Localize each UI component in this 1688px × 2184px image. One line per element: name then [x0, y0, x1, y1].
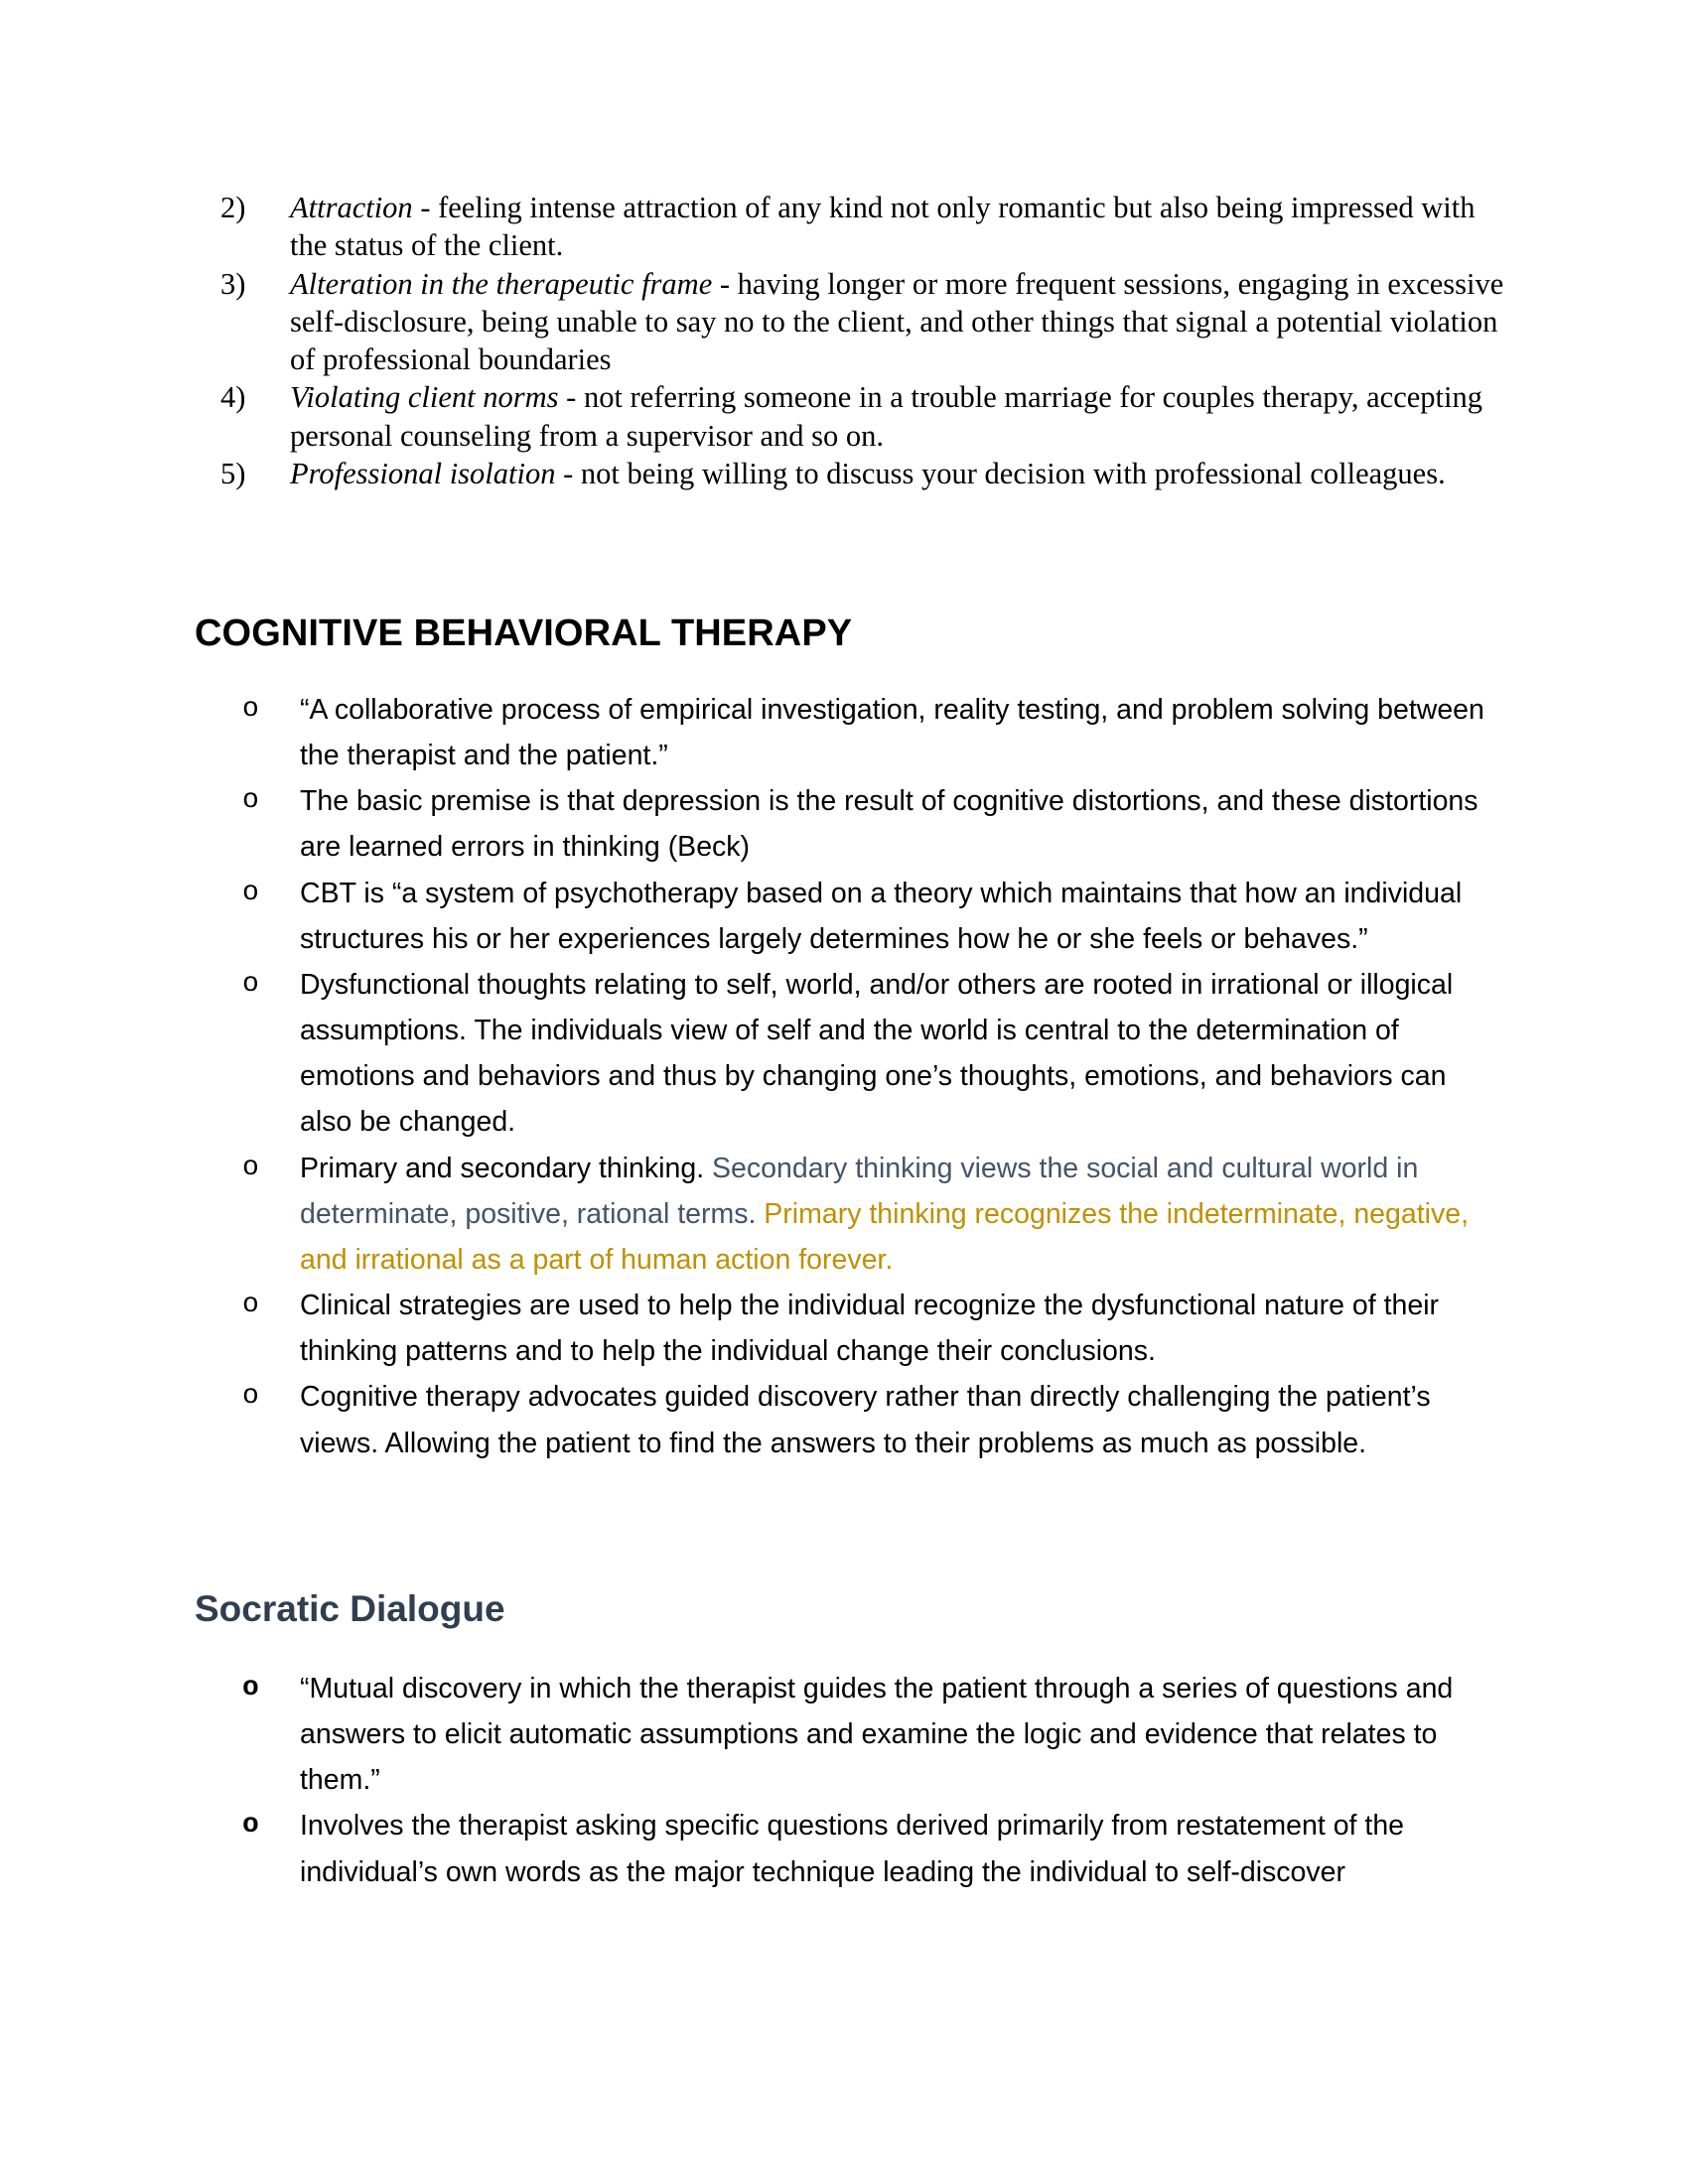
list-item — [220, 189, 1511, 265]
list-item-body: not being willing to discuss your decision with professional colleagues. — [580, 456, 1446, 490]
list-item-text: Involves the therapist asking specific questions derived primarily from restatement of the individual’s own words as the major technique leading the individual to self-discover — [300, 1810, 1405, 1888]
list-item-term: Professional isolation — [290, 456, 556, 490]
bullet-marker-icon: o — [242, 785, 259, 817]
bullet-marker-icon: o — [242, 1290, 259, 1321]
list-item-multicolor — [242, 1146, 1495, 1283]
bullet-marker-icon: o — [242, 1381, 259, 1413]
list-item-separator: - — [712, 266, 738, 301]
bullet-marker-icon: o — [242, 694, 259, 725]
bullet-marker-icon: o — [242, 877, 259, 908]
socratic-bullet-list — [242, 1666, 1495, 1895]
list-item-separator: - — [558, 380, 584, 415]
list-item — [242, 962, 1495, 1146]
cbt-bullet-list — [242, 687, 1495, 1466]
list-item-term: Attraction — [290, 191, 413, 224]
list-item — [242, 778, 1495, 870]
list-item-text: Cognitive therapy advocates guided discovery rather than directly challenging the patient’s views. Allowing the patient to find the answers to their problems as much as possible. — [300, 1381, 1431, 1459]
bullet-marker-icon: o — [242, 1152, 259, 1183]
list-item — [242, 1803, 1495, 1894]
list-item — [242, 1666, 1495, 1803]
list-item — [220, 378, 1511, 455]
list-item — [242, 1283, 1495, 1374]
bullet-marker-icon: o — [242, 968, 259, 1000]
section-heading-cbt: COGNITIVE BEHAVIORAL THERAPY — [195, 613, 853, 654]
list-marker: 2) — [220, 191, 246, 224]
list-item — [242, 1374, 1495, 1465]
list-item-text: Clinical strategies are used to help the individual recognize the dysfunctional nature of their thinking patterns and to help the individual change their conclusions. — [300, 1290, 1440, 1368]
list-item-text: “Mutual discovery in which the therapist guides the patient through a series of questions and answers to elicit automatic assumptions and examine the logic and evidence that relates to them.” — [300, 1673, 1454, 1797]
list-item-term: Alteration in the therapeutic frame — [290, 266, 713, 301]
list-item-text: “A collaborative process of empirical investigation, reality testing, and problem solving between the therapist and the patient.” — [300, 694, 1484, 772]
list-item-separator: - — [412, 191, 439, 224]
text-segment-primary-thinking: Primary thinking recognizes the indeterminate, negative, and irrational as a part of human action forever. — [300, 1197, 1469, 1276]
text-segment-secondary-thinking: Secondary thinking views the social and cultural world in determinate, positive, rational terms. — [300, 1152, 1419, 1230]
list-item-text: CBT is “a system of psychotherapy based on a theory which maintains that how an individual structures his or her experiences largely determines how he or she feels or behaves.” — [300, 877, 1463, 955]
list-item — [242, 687, 1495, 778]
bullet-marker-icon: o — [242, 1673, 259, 1704]
list-item — [220, 265, 1511, 379]
list-item-body: not referring someone in a trouble marriage for couples therapy, accepting personal counseling from a supervisor and so on. — [290, 380, 1482, 453]
list-item-text: Dysfunctional thoughts relating to self, world, and/or others are rooted in irrational or illogical assumptions. The individuals view of self and the world is central to the determination of emotions and behaviors and thus by changing one’s thoughts, emotions, and behaviors can also be changed. — [300, 968, 1454, 1139]
list-item-separator: - — [555, 456, 581, 490]
list-marker: 4) — [220, 380, 246, 415]
list-item-body: feeling intense attraction of any kind not only romantic but also being impressed with the status of the client. — [290, 191, 1476, 263]
bullet-marker-icon: o — [242, 1810, 259, 1842]
list-item-text: The basic premise is that depression is the result of cognitive distortions, and these distortions are learned errors in thinking (Beck) — [300, 785, 1478, 864]
list-item-term: Violating client norms — [290, 380, 559, 415]
list-item-body: having longer or more frequent sessions, engaging in excessive self-disclosure, being unable to say no to the client, and other things that signal a potential violation of professional boundaries — [290, 266, 1504, 377]
section-heading-socratic-dialogue: Socratic Dialogue — [195, 1588, 505, 1629]
boundary-violations-list — [220, 189, 1511, 492]
list-item — [220, 455, 1511, 492]
list-marker: 5) — [220, 456, 246, 490]
text-segment-primary: Primary and secondary thinking. — [300, 1152, 713, 1184]
list-marker: 3) — [220, 266, 246, 301]
list-item — [242, 871, 1495, 962]
